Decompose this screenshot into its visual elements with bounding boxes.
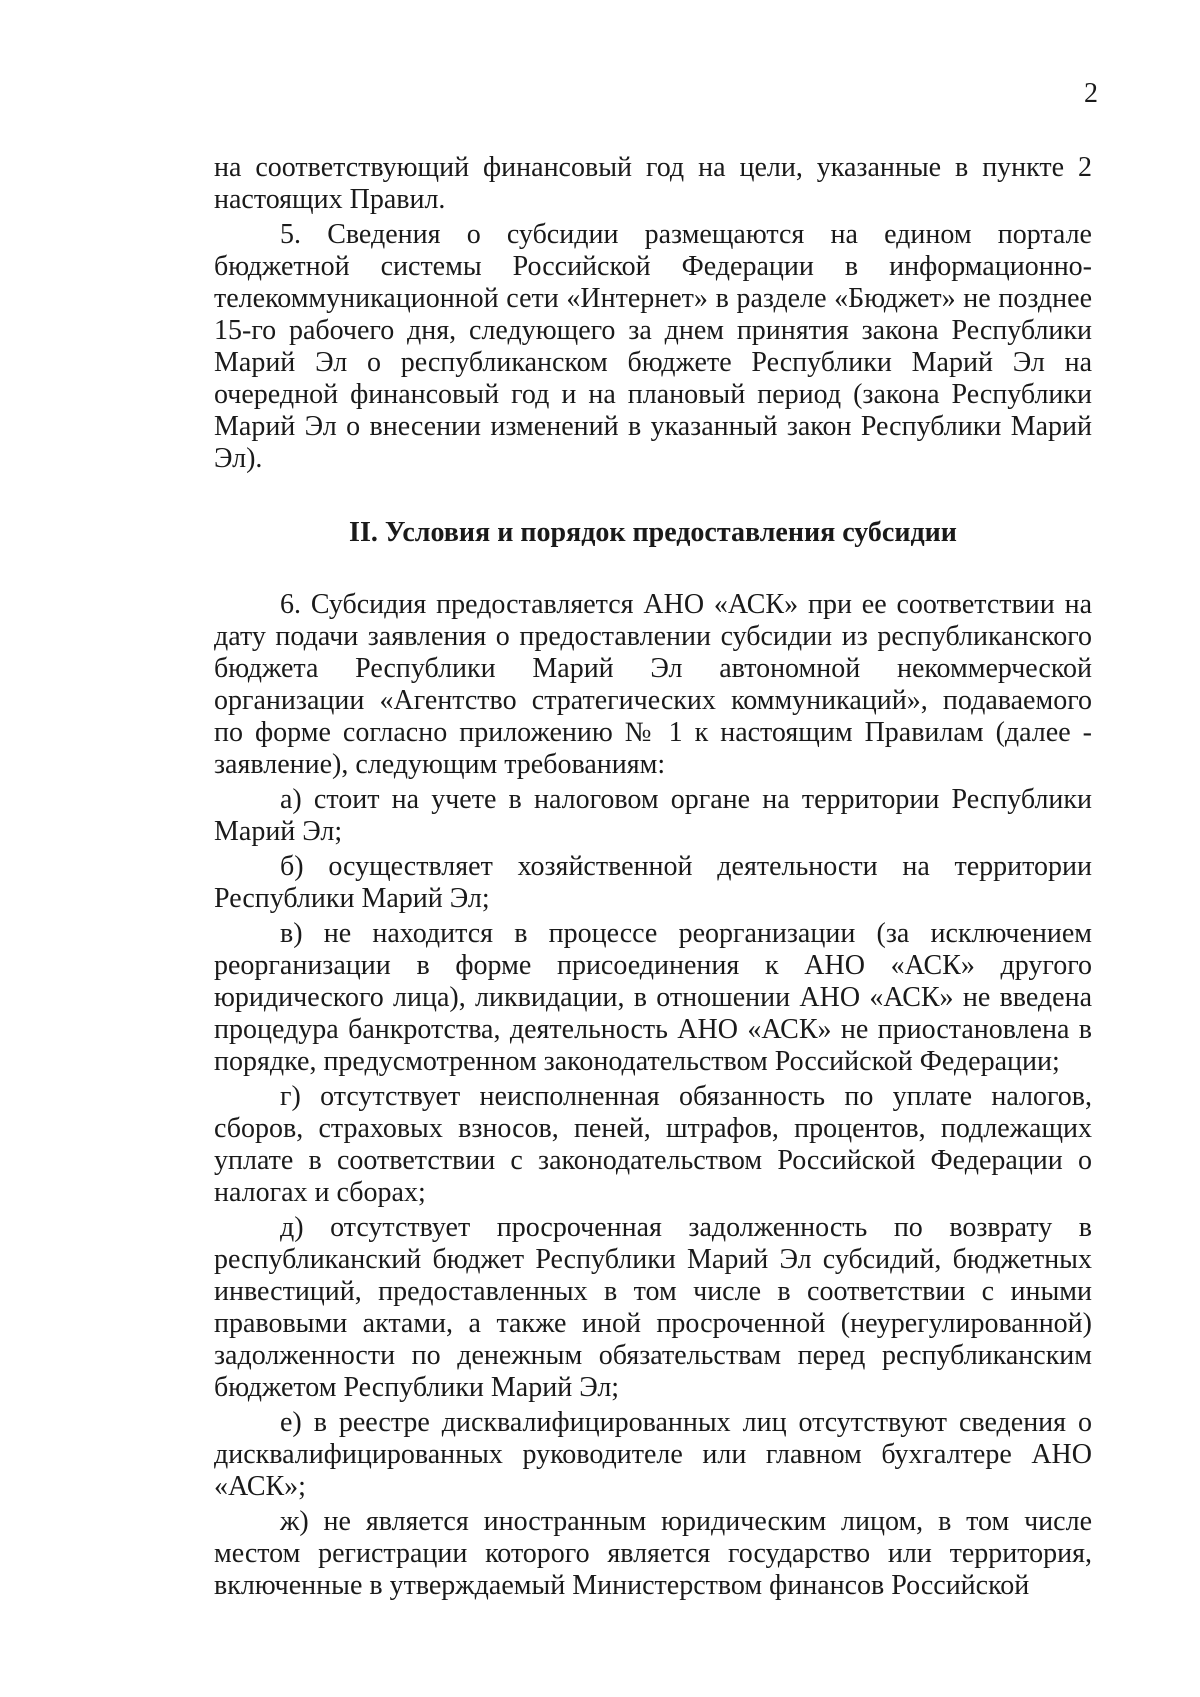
paragraph-5: 5. Сведения о субсидии размещаются на едином портале бюджетной системы Российской Федерации в информационно-телекоммуникационной сети «Интернет» в разделе «Бюджет» не позднее 15-го рабочего дня, следующего за днем принятия закона Республики Марий Эл о республиканском бюджете Республики Марий Эл на очередной финансовый год и на плановый период (закона Республики Марий Эл о внесении изменений в указанный закон Республики Марий Эл). <box>214 219 1092 474</box>
paragraph-6: 6. Субсидия предоставляется АНО «АСК» при ее соответствии на дату подачи заявления о предоставлении субсидии из республиканского бюджета Республики Марий Эл автономной некоммерческой организации «Агентство стратегических коммуникаций», подаваемого по форме согласно приложению № 1 к настоящим Правилам (далее - заявление), следующим требованиям: <box>214 589 1092 780</box>
paragraph-6v: в) не находится в процессе реорганизации (за исключением реорганизации в форме присоединения к АНО «АСК» другого юридического лица), ликвидации, в отношении АНО «АСК» не введена процедура банкротства, деятельность АНО «АСК» не приостановлена в порядке, предусмотренном законодательством Российской Федерации; <box>214 918 1092 1077</box>
paragraph-6g: г) отсутствует неисполненная обязанность по уплате налогов, сборов, страховых взносов, пеней, штрафов, процентов, подлежащих уплате в соответствии с законодательством Российской Федерации о налогах и сборах; <box>214 1081 1092 1208</box>
section-heading: II. Условия и порядок предоставления субсидии <box>349 517 957 548</box>
paragraph-6b: б) осуществляет хозяйственной деятельности на территории Республики Марий Эл; <box>214 851 1092 914</box>
page-number: 2 <box>1084 78 1098 109</box>
paragraph-6a: а) стоит на учете в налоговом органе на территории Республики Марий Эл; <box>214 784 1092 847</box>
paragraph-6zh: ж) не является иностранным юридическим лицом, в том числе местом регистрации которого является государство или территория, включенные в утверждаемый Министерством финансов Российской <box>214 1506 1092 1601</box>
paragraph-6e: е) в реестре дисквалифицированных лиц отсутствуют сведения о дисквалифицированных руководителе или главном бухгалтере АНО «АСК»; <box>214 1407 1092 1502</box>
document-body <box>214 152 1092 1605</box>
paragraph-6d: д) отсутствует просроченная задолженность по возврату в республиканский бюджет Республики Марий Эл субсидий, бюджетных инвестиций, предоставленных в том числе в соответствии с иными правовыми актами, а также иной просроченной (неурегулированной) задолженности по денежным обязательствам перед республиканским бюджетом Республики Марий Эл; <box>214 1212 1092 1403</box>
paragraph-continuation: на соответствующий финансовый год на цели, указанные в пункте 2 настоящих Правил. <box>214 152 1092 215</box>
